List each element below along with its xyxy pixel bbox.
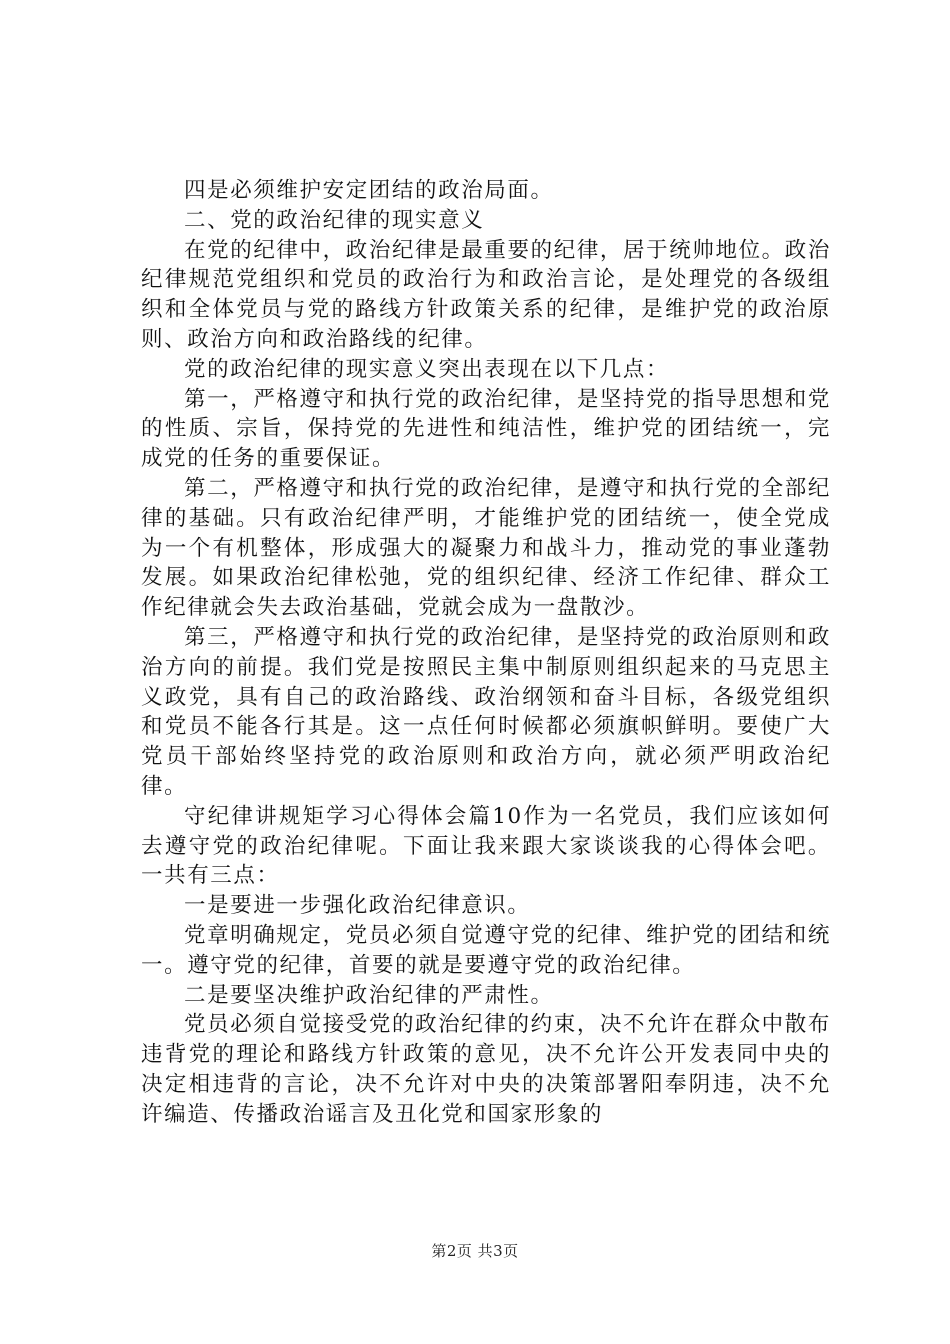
paragraph: 党员必须自觉接受党的政治纪律的约束，决不允许在群众中散布违背党的理论和路线方针政策的意见，决不允许公开发表同中央的决定相违背的言论，决不允许对中央的决策部署阳奉阴违，决不允许编造、传播政治谣言及丑化党和国家形象的 — [141, 1012, 831, 1127]
paragraph: 第三，严格遵守和执行党的政治纪律，是坚持党的政治原则和政治方向的前提。我们党是按照民主集中制原则组织起来的马克思主义政党，具有自己的政治路线、政治纲领和奋斗目标，各级党组织和党员不能各行其是。这一点任何时候都必须旗帜鲜明。要使广大党员干部始终坚持党的政治原则和政治方向，就必须严明政治纪律。 — [141, 624, 831, 799]
paragraph: 一是要进一步强化政治纪律意识。 — [184, 893, 531, 919]
paragraph: 党的政治纪律的现实意义突出表现在以下几点： — [184, 356, 670, 382]
paragraph: 守纪律讲规矩学习心得体会篇10作为一名党员，我们应该如何去遵守党的政治纪律呢。下面让我来跟大家谈谈我的心得体会吧。一共有三点： — [141, 803, 831, 889]
paragraph: 第二，严格遵守和执行党的政治纪律，是遵守和执行党的全部纪律的基础。只有政治纪律严明，才能维护党的团结统一，使全党成为一个有机整体，形成强大的凝聚力和战斗力，推动党的事业蓬勃发展。如果政治纪律松弛，党的组织纪律、经济工作纪律、群众工作纪律就会失去政治基础，党就会成为一盘散沙。 — [141, 475, 831, 621]
document-body — [141, 176, 831, 1130]
paragraph: 二是要坚决维护政治纪律的严肃性。 — [184, 982, 554, 1008]
paragraph: 党章明确规定，党员必须自觉遵守党的纪律、维护党的团结和统一。遵守党的纪律，首要的就是要遵守党的政治纪律。 — [141, 922, 831, 978]
paragraph: 在党的纪律中，政治纪律是最重要的纪律，居于统帅地位。政治纪律规范党组织和党员的政治行为和政治言论，是处理党的各级组织和全体党员与党的路线方针政策关系的纪律，是维护党的政治原则、政治方向和政治路线的纪律。 — [141, 237, 831, 352]
page-number-footer: 第2页 共3页 — [431, 1242, 519, 1260]
section-heading: 二、党的政治纪律的现实意义 — [184, 207, 485, 233]
paragraph: 第一，严格遵守和执行党的政治纪律，是坚持党的指导思想和党的性质、宗旨，保持党的先进性和纯洁性，维护党的团结统一，完成党的任务的重要保证。 — [141, 386, 831, 472]
paragraph: 四是必须维护安定团结的政治局面。 — [184, 178, 554, 203]
